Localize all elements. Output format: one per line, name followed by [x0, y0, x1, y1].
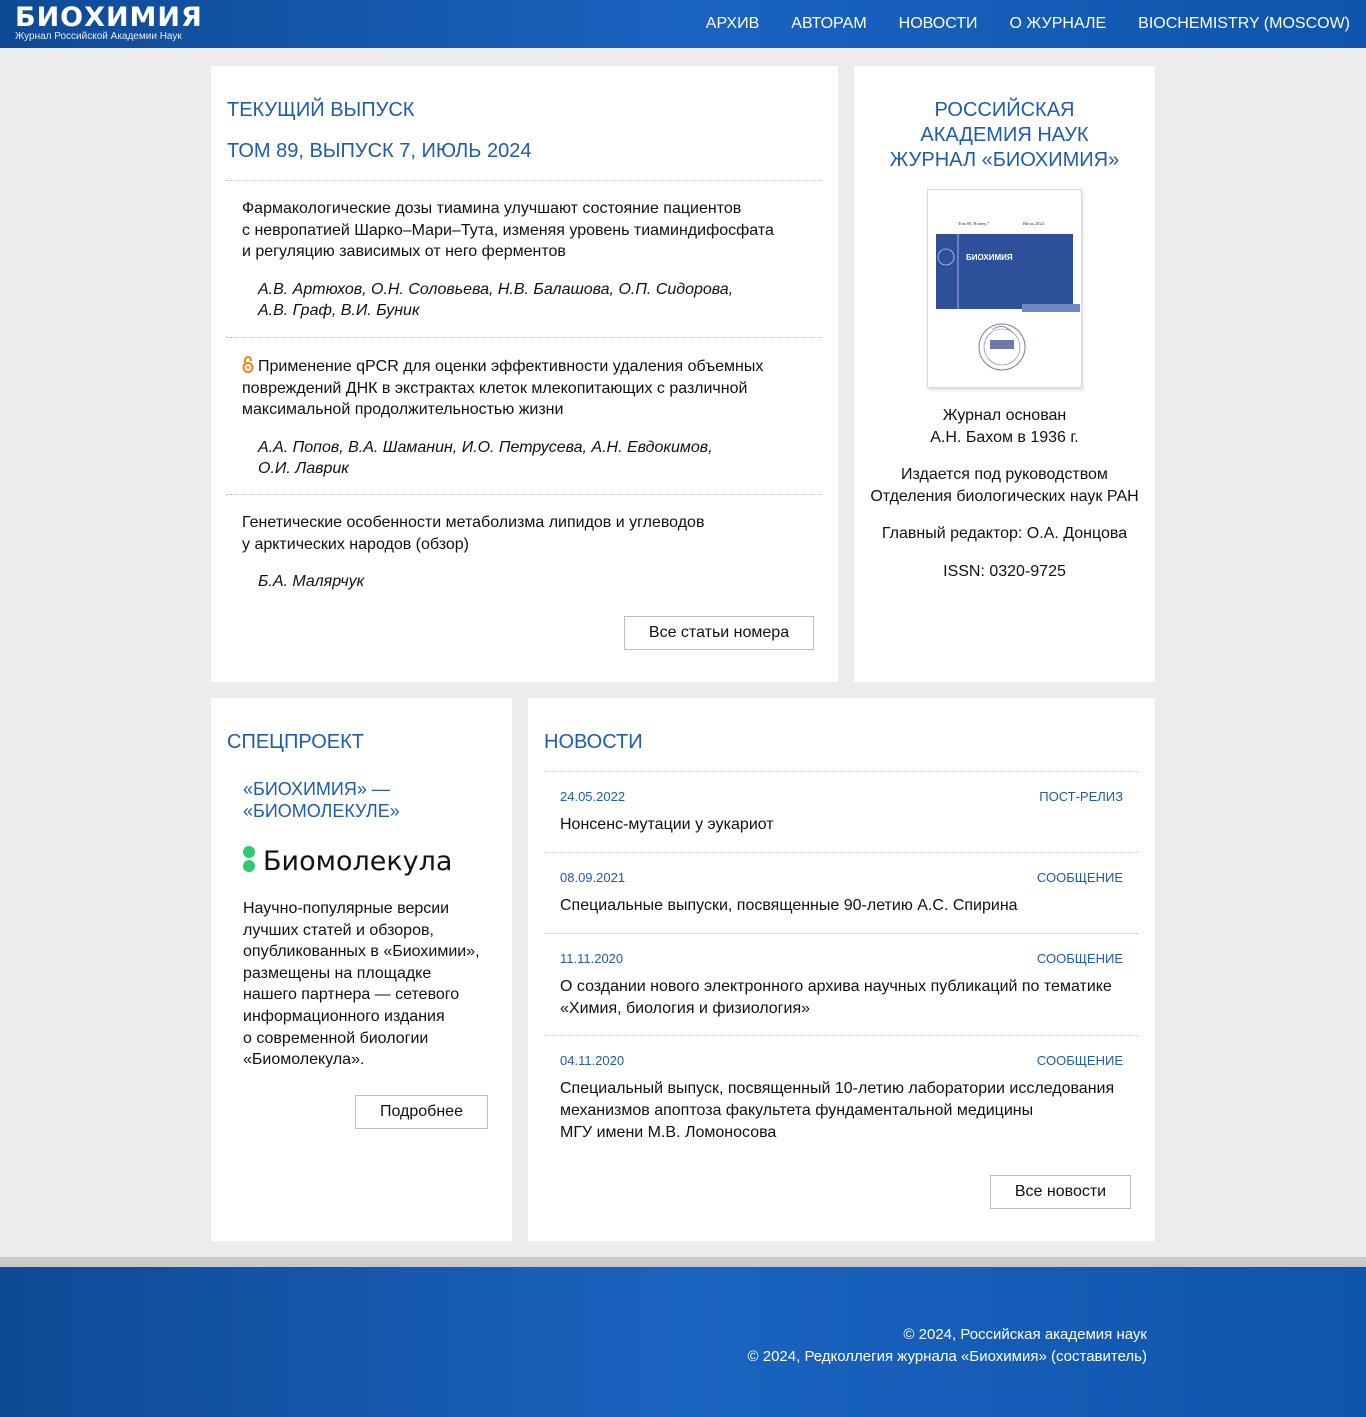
journal-editor: Главный редактор: О.А. Донцова — [881, 525, 1128, 542]
journal-heading-line: РОССИЙСКАЯ — [934, 99, 1075, 121]
divider — [226, 180, 822, 181]
all-articles-button[interactable]: Все статьи номера — [624, 616, 814, 650]
footer-copyright — [748, 1324, 1147, 1368]
top-navigation-bar — [0, 0, 1366, 48]
article-title-text[interactable]: Применение qPCR для оценки эффективности удаления объемных — [258, 358, 764, 375]
special-project-panel — [211, 698, 512, 1241]
journal-publisher — [854, 464, 1155, 507]
news-link[interactable] — [544, 1078, 1139, 1144]
cover-volume: Том 89, Номер 7 — [958, 221, 990, 226]
article-authors-line: А.В. Граф, В.И. Буник — [258, 302, 420, 319]
divider — [544, 1035, 1139, 1036]
news-text-line[interactable]: О создании нового электронного архива научных публикаций по тематике — [560, 978, 1112, 995]
news-text-line[interactable]: механизмов апоптоза факультета фундаментальной медицины — [560, 1102, 1034, 1119]
special-project-description — [243, 898, 493, 1071]
news-item — [544, 1053, 1139, 1144]
article-title-line[interactable]: у арктических народов (обзор) — [242, 535, 469, 553]
article-item — [226, 198, 822, 322]
all-news-button[interactable]: Все новости — [990, 1175, 1131, 1209]
special-text-line: Научно-популярные версии — [243, 900, 450, 917]
special-text-line: о современной биологии — [243, 1029, 429, 1047]
special-project-heading: СПЕЦПРОЕКТ — [227, 731, 364, 753]
biomolecula-logo-text: Биомолекула — [263, 846, 453, 877]
news-text-line[interactable]: Специальные выпуски, посвященные 90-летию А.С. Спирина — [560, 897, 1018, 914]
journal-heading-line: АКАДЕМИЯ НАУК — [920, 124, 1089, 146]
main-nav — [674, 0, 1350, 48]
journal-issn: ISSN: 0320-9725 — [943, 563, 1066, 580]
news-item — [544, 951, 1139, 1020]
divider — [544, 771, 1139, 772]
special-text-line: информационного издания — [243, 1007, 445, 1025]
article-item — [226, 512, 822, 593]
news-type: СООБЩЕНИЕ — [1036, 1053, 1123, 1068]
journal-info-panel — [854, 66, 1155, 682]
news-link[interactable] — [544, 895, 1139, 917]
journal-heading-line: ЖУРНАЛ «БИОХИМИЯ» — [889, 149, 1120, 171]
special-text-line: нашего партнера — сетевого — [243, 986, 460, 1004]
footer — [0, 1267, 1366, 1417]
special-text-line: размещены на площадке — [243, 964, 432, 982]
divider — [226, 494, 822, 495]
article-authors-line: А.А. Попов, В.А. Шаманин, И.О. Петрусева, А.Н. Евдокимов, — [258, 438, 713, 456]
issue-title[interactable]: ТОМ 89, ВЫПУСК 7, ИЮЛЬ 2024 — [227, 140, 532, 162]
cover-date: Июль 2024 — [1023, 221, 1044, 226]
news-item — [544, 870, 1139, 917]
news-type: СООБЩЕНИЕ — [1036, 870, 1123, 885]
nav-about[interactable]: О ЖУРНАЛЕ — [1009, 15, 1107, 32]
news-text-line[interactable]: «Химия, биология и физиология» — [560, 1000, 810, 1017]
biomolecula-logo[interactable] — [243, 844, 455, 878]
more-button[interactable]: Подробнее — [355, 1095, 488, 1129]
article-title-line[interactable]: Фармакологические дозы тиамина улучшают состояние пациентов — [242, 200, 742, 217]
article-title[interactable] — [226, 512, 822, 555]
special-text-line: лучших статей и обзоров, — [243, 921, 434, 939]
article-authors-line: А.В. Артюхов, О.Н. Соловьева, Н.В. Балашова, О.П. Сидорова, — [258, 280, 734, 298]
news-date: 04.11.2020 — [560, 1053, 625, 1068]
news-date: 11.11.2020 — [560, 951, 624, 966]
article-title-line[interactable]: и регуляцию зависимых от него ферментов — [242, 243, 566, 260]
article-authors — [226, 571, 822, 593]
biomolecula-logo-graphic — [243, 844, 455, 878]
copyright-line: © 2024, Российская академия наук — [903, 1326, 1147, 1343]
special-text-line: опубликованных в «Биохимии», — [243, 943, 480, 961]
journal-founded-line: Журнал основан — [942, 407, 1067, 424]
special-project-subtitle[interactable] — [243, 778, 400, 822]
nav-news[interactable]: НОВОСТИ — [898, 15, 978, 32]
news-link[interactable] — [544, 976, 1139, 1020]
news-text-line[interactable]: Нонсенс-мутации у эукариот — [560, 816, 774, 833]
article-title-line[interactable] — [242, 355, 806, 378]
cover-title: БИОХИМИЯ — [966, 253, 1013, 262]
nav-authors[interactable]: АВТОРАМ — [791, 15, 867, 32]
article-title-line[interactable]: Генетические особенности метаболизма липидов и углеводов — [242, 514, 705, 531]
news-date: 08.09.2021 — [560, 870, 626, 885]
journal-heading — [854, 98, 1155, 173]
open-access-icon — [242, 355, 254, 373]
nav-archive[interactable]: АРХИВ — [705, 15, 760, 32]
current-issue-heading: ТЕКУЩИЙ ВЫПУСК — [227, 99, 415, 121]
news-heading: НОВОСТИ — [544, 731, 643, 753]
footer-divider — [0, 1257, 1366, 1267]
journal-publisher-line: Издается под руководством — [901, 466, 1108, 483]
special-subtitle-line[interactable]: «БИОМОЛЕКУЛЕ» — [243, 801, 400, 821]
special-subtitle-line[interactable]: «БИОХИМИЯ» — — [243, 779, 390, 799]
news-text-line[interactable]: МГУ имени М.В. Ломоносова — [560, 1124, 777, 1141]
article-item — [226, 355, 822, 480]
news-link[interactable] — [544, 814, 1139, 836]
divider — [226, 337, 822, 338]
news-panel — [528, 698, 1155, 1241]
article-title-line[interactable]: с невропатией Шарко–Мари–Тута, изменяя уровень тиаминдифосфата — [242, 221, 774, 239]
divider — [544, 852, 1139, 853]
journal-publisher-line: Отделения биологических наук РАН — [870, 487, 1139, 505]
article-authors-line: О.И. Лаврик — [258, 460, 349, 477]
current-issue-panel — [211, 66, 838, 682]
copyright-line: © 2024, Редколлегия журнала «Биохимия» (составитель) — [747, 1348, 1147, 1365]
journal-founded-line: А.Н. Бахом в 1936 г. — [930, 428, 1079, 446]
logo-title[interactable]: БИОХИМИЯ — [15, 2, 203, 33]
logo-subtitle[interactable]: Журнал Российской Академии Наук — [15, 31, 182, 42]
news-date: 24.05.2022 — [560, 789, 626, 804]
special-text-line: «Биомолекула». — [243, 1051, 365, 1069]
journal-founded — [854, 405, 1155, 448]
news-type: ПОСТ-РЕЛИЗ — [1039, 789, 1123, 804]
article-authors-line: Б.А. Малярчук — [258, 573, 365, 590]
article-title-line[interactable]: максимальной продолжительностью жизни — [242, 401, 564, 418]
journal-cover-image[interactable] — [927, 189, 1082, 388]
cover-artwork — [928, 190, 1081, 387]
article-authors — [226, 279, 822, 322]
news-type: СООБЩЕНИЕ — [1036, 951, 1123, 966]
article-title[interactable] — [226, 198, 822, 263]
article-authors — [226, 437, 822, 480]
article-title[interactable] — [226, 355, 822, 421]
divider — [544, 933, 1139, 934]
news-text-line[interactable]: Специальный выпуск, посвященный 10-летию лаборатории исследования — [560, 1080, 1115, 1097]
site-logo[interactable] — [15, 4, 203, 43]
article-title-line[interactable]: повреждений ДНК в экстрактах клеток млекопитающих с различной — [242, 379, 748, 397]
nav-biochemistry-moscow[interactable]: BIOCHEMISTRY (MOSCOW) — [1138, 15, 1350, 32]
news-item — [544, 789, 1139, 836]
